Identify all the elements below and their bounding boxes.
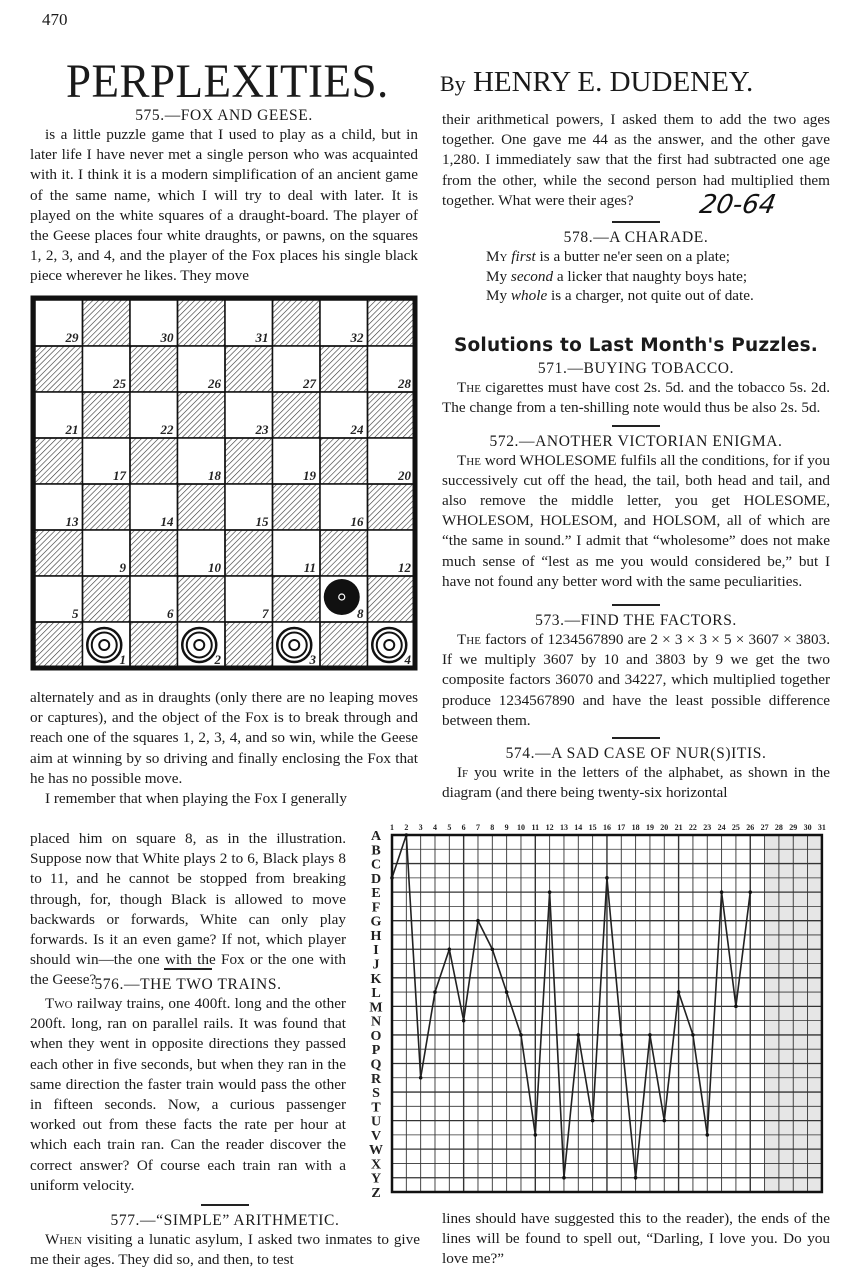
dark-square — [273, 392, 321, 438]
dark-square — [273, 300, 321, 346]
x-tick-label: 24 — [717, 823, 726, 832]
data-point — [677, 990, 681, 994]
y-tick-label: S — [372, 1086, 380, 1102]
square-number: 13 — [65, 514, 79, 529]
square-number: 6 — [167, 606, 174, 621]
x-tick-label: 30 — [803, 823, 812, 832]
y-tick-label: Y — [370, 1171, 382, 1187]
data-point — [462, 1019, 466, 1023]
data-point — [705, 1133, 709, 1137]
y-tick-label: W — [369, 1143, 383, 1159]
x-tick-label: 31 — [817, 823, 826, 832]
square-number: 3 — [309, 652, 316, 667]
square-number: 8 — [357, 606, 364, 621]
chart-y-ticks — [369, 829, 383, 1200]
square-number: 5 — [72, 606, 79, 621]
solution-572-heading: 572.—ANOTHER VICTORIAN ENIGMA. — [489, 432, 783, 450]
x-tick-label: 23 — [703, 823, 712, 832]
charade-line — [486, 267, 830, 287]
puzzle-575-text: is a little puzzle game that I used to play as a child, but in later life I have never met a single person who was acquainted with it. I think it is a modern simplification of an ancient game of the same name, which I will try to deal with later. It is played on the white squares of a draught-board. The player of the Geese places four white draughts, or pawns, on the squares 1, 2, 3, and 4, and the player of the Fox places his single black piece wherever he likes. They move — [30, 126, 418, 285]
dark-square — [320, 438, 368, 484]
x-tick-label: 8 — [490, 823, 495, 832]
puzzle-576-heading: 576.—THE TWO TRAINS. — [94, 976, 282, 993]
y-tick-label: I — [373, 943, 379, 959]
x-tick-label: 10 — [516, 823, 525, 832]
dark-square — [273, 484, 321, 530]
x-tick-label: 27 — [760, 823, 769, 832]
puzzle-575-continued-text: alternately and as in draughts (only there are no leaping moves or captures), and the object of the Fox is to break through and reach one of the squares 1, 2, 3, 4, and so win, while the Geese aim at winning by so driving and finally enclosing the Fox that he has no possible move. — [30, 689, 418, 787]
charade-line — [486, 286, 830, 306]
section-divider — [612, 425, 660, 427]
y-tick-label: E — [371, 886, 381, 902]
dark-square — [35, 530, 83, 576]
square-number: 12 — [398, 560, 411, 575]
x-tick-label: 19 — [645, 823, 654, 832]
solution-574-continued — [442, 1209, 830, 1270]
dark-square — [130, 438, 178, 484]
x-tick-label: 17 — [617, 823, 626, 832]
x-tick-label: 11 — [531, 823, 540, 832]
charade-line-end: is a charger, not quite out of date. — [547, 287, 754, 305]
x-tick-label: 1 — [390, 823, 394, 832]
charade-line-start: My — [486, 287, 511, 305]
data-point — [519, 1033, 523, 1037]
square-number: 22 — [160, 422, 174, 437]
charade-line — [486, 247, 830, 267]
dropcap-word: The — [457, 631, 481, 649]
solutions-title: Solutions to Last Month's Puzzles. — [453, 335, 819, 356]
puzzle-577 — [30, 1198, 420, 1270]
fox-and-geese-board — [30, 295, 420, 675]
x-tick-label: 12 — [545, 823, 554, 832]
data-point — [491, 947, 495, 951]
dark-square — [273, 576, 321, 622]
x-tick-label: 22 — [688, 823, 697, 832]
puzzle-578-heading: 578.—A CHARADE. — [563, 229, 709, 247]
dark-square — [368, 484, 416, 530]
dark-square — [83, 300, 131, 346]
section-divider — [612, 737, 660, 739]
dark-square — [320, 622, 368, 668]
dark-square — [178, 576, 226, 622]
square-number: 19 — [303, 468, 316, 483]
y-tick-label: A — [370, 829, 382, 844]
square-number: 18 — [208, 468, 221, 483]
data-point — [505, 990, 509, 994]
data-point — [548, 890, 552, 894]
square-number: 24 — [350, 422, 364, 437]
dark-square — [368, 392, 416, 438]
y-tick-label: U — [370, 1114, 382, 1130]
solution-574-text: you write in the letters of the alphabet, as shown in the diagram (and there being twenty-six horizontal — [442, 764, 830, 802]
square-number: 10 — [208, 560, 221, 575]
square-number: 16 — [350, 514, 364, 529]
square-number: 17 — [113, 468, 126, 483]
y-tick-label: N — [370, 1014, 382, 1030]
x-tick-label: 13 — [559, 823, 568, 832]
y-tick-label: G — [370, 914, 382, 930]
square-number: 1 — [119, 652, 126, 667]
square-number: 31 — [255, 330, 269, 345]
square-number: 29 — [65, 330, 79, 345]
dark-square — [130, 346, 178, 392]
charade-keyword: first — [511, 248, 536, 266]
fox-piece — [324, 579, 360, 615]
dark-square — [35, 622, 83, 668]
puzzle-575-para2-a: I remember that when playing the Fox I generally — [45, 790, 347, 808]
solution-574-heading: 574.—A SAD CASE OF NUR(S)ITIS. — [505, 745, 767, 763]
y-tick-label: Q — [370, 1057, 382, 1073]
y-tick-label: H — [370, 928, 382, 944]
data-point — [433, 990, 437, 994]
data-point — [476, 919, 480, 923]
x-tick-label: 20 — [660, 823, 669, 832]
dark-square — [320, 530, 368, 576]
dropcap-word: When — [45, 1231, 82, 1248]
dark-square — [83, 484, 131, 530]
y-tick-label: B — [371, 843, 381, 859]
square-number: 32 — [350, 330, 364, 345]
x-tick-label: 26 — [746, 823, 755, 832]
y-tick-label: O — [370, 1028, 382, 1044]
data-point — [634, 1176, 638, 1180]
y-tick-label: J — [372, 957, 380, 973]
y-tick-label: P — [371, 1043, 381, 1059]
puzzle-575-intro — [30, 106, 418, 287]
solution-571-heading: 571.—BUYING TOBACCO. — [537, 360, 735, 378]
square-number: 21 — [65, 422, 79, 437]
dropcap-word: If — [457, 764, 469, 782]
section-divider — [201, 1204, 249, 1206]
x-tick-label: 15 — [588, 823, 597, 832]
nursitis-diagram — [360, 815, 830, 1200]
y-tick-label: C — [370, 857, 382, 873]
data-point — [720, 890, 724, 894]
handwritten-answer: 20-64 — [697, 190, 779, 220]
solutions-section — [442, 336, 830, 803]
puzzle-576 — [30, 962, 346, 1196]
x-tick-label: 4 — [432, 823, 437, 832]
x-tick-label: 29 — [789, 823, 798, 832]
square-number: 23 — [255, 422, 269, 437]
dark-square — [83, 576, 131, 622]
dark-square — [130, 622, 178, 668]
solution-571-text: cigarettes must have cost 2s. 5d. and the tobacco 5s. 2d. The change from a ten-shilling note would thus be also 2s. 5d. — [442, 379, 830, 417]
x-tick-label: 21 — [674, 823, 683, 832]
chart-x-ticks — [390, 823, 826, 832]
square-number: 26 — [208, 376, 221, 391]
x-tick-label: 7 — [475, 823, 480, 832]
y-tick-label: L — [371, 986, 381, 1002]
section-divider — [612, 221, 660, 223]
data-point — [576, 1033, 580, 1037]
charade-keyword: second — [510, 267, 554, 285]
data-point — [448, 947, 452, 951]
x-tick-label: 2 — [404, 823, 409, 832]
dropcap-word: Two — [45, 995, 73, 1012]
square-number: 15 — [255, 514, 269, 529]
y-tick-label: D — [370, 871, 382, 887]
puzzle-576-text: railway trains, one 400ft. long and the other 200ft. long, ran on parallel rails. It was found that when they went in opposite directions they passed each other in five seconds, but when they ran in the same direction the faster train would pass the other in fifteen seconds. Now, a curious passenger worked out from these facts the rate per hour at which each train ran. Can the reader discover the correct answer? Of course each train ran with a uniform velocity. — [30, 995, 346, 1194]
data-point — [734, 1005, 738, 1009]
dark-square — [178, 300, 226, 346]
dark-square — [368, 300, 416, 346]
y-tick-label: X — [370, 1157, 382, 1173]
data-point — [648, 1033, 652, 1037]
data-point — [605, 876, 609, 880]
goose-piece — [372, 628, 406, 662]
dark-square — [83, 392, 131, 438]
square-number: 7 — [262, 606, 269, 621]
x-tick-label: 14 — [574, 823, 583, 832]
y-tick-label: K — [370, 971, 382, 987]
x-tick-label: 5 — [447, 823, 452, 832]
section-divider — [612, 604, 660, 606]
page-title: PERPLEXITIES. — [66, 54, 389, 108]
charade-line-start: My — [486, 267, 511, 285]
x-tick-label: 6 — [461, 823, 466, 832]
charade-line-end: a licker that naughty boys hate; — [553, 267, 748, 285]
x-tick-label: 18 — [631, 823, 640, 832]
square-number: 4 — [404, 652, 411, 667]
dark-square — [35, 438, 83, 484]
page-number: 470 — [42, 10, 68, 29]
goose-piece — [277, 628, 311, 662]
square-number: 14 — [160, 514, 174, 529]
solution-574-continued-text: lines should have suggested this to the reader), the ends of the lines will be found to spell out, “Darling, I love you. Do you love me?” — [442, 1210, 830, 1268]
data-point — [691, 1033, 695, 1037]
goose-piece — [87, 628, 121, 662]
data-point — [534, 1133, 538, 1137]
data-point — [562, 1176, 566, 1180]
dark-square — [178, 392, 226, 438]
square-number: 20 — [398, 468, 411, 483]
puzzle-575-continued — [30, 688, 418, 809]
square-number: 30 — [160, 330, 174, 345]
dark-square — [130, 530, 178, 576]
square-number: 28 — [398, 376, 411, 391]
dark-square — [225, 530, 273, 576]
square-number: 25 — [113, 376, 126, 391]
charade-keyword: whole — [510, 287, 548, 305]
x-tick-label: 9 — [504, 823, 509, 832]
x-tick-label: 16 — [602, 823, 611, 832]
puzzle-575-question-text: placed him on square 8, as in the illustration. Suppose now that White plays 2 to 6, Black plays 8 to 11, and he cannot be stopped from breaking through, for, though Black is allowed to move backwards or forwards, White can only play forwards. Is it an even game? If not, which player should win—the one with the Fox or the one with the Geese? — [30, 830, 346, 989]
charade-verse — [442, 247, 830, 306]
square-number: 27 — [303, 376, 316, 391]
dark-square — [178, 484, 226, 530]
dark-square — [320, 346, 368, 392]
y-tick-label: F — [371, 900, 381, 916]
y-tick-label: V — [370, 1128, 382, 1144]
solution-573-heading: 573.—FIND THE FACTORS. — [535, 612, 737, 630]
x-tick-label: 28 — [774, 823, 783, 832]
data-point — [748, 890, 752, 894]
puzzle-577-text: visiting a lunatic asylum, I asked two inmates to give me their ages. They did so, and then, to test — [30, 1231, 420, 1269]
byline-by: By — [440, 71, 466, 96]
data-point — [619, 1033, 623, 1037]
square-number: 11 — [303, 560, 316, 575]
dark-square — [225, 622, 273, 668]
data-point — [662, 1119, 666, 1123]
puzzle-577-continued-text: their arithmetical powers, I asked them to add the two ages together. One gave me 44 as the answer, and the other gave 1,280. I immediately saw that the first had subtracted one age from the other, while the second person had multiplied them together. What were their ages? — [442, 111, 830, 209]
x-tick-label: 25 — [731, 823, 740, 832]
goose-piece — [182, 628, 216, 662]
puzzle-575-heading: 575.—FOX AND GEESE. — [135, 107, 313, 124]
y-tick-label: M — [369, 1000, 383, 1016]
square-number: 9 — [119, 560, 126, 575]
y-tick-label: Z — [371, 1186, 381, 1200]
dark-square — [225, 346, 273, 392]
section-divider — [164, 968, 212, 970]
solution-573-text: factors of 1234567890 are 2 × 3 × 3 × 5 × 3607 × 3803. If we multiply 3607 by 10 and 3803 by 9 we get the two composite factors 36070 and 34227, which multiplied together produce 1234567890 and have the least possible difference between them. — [442, 631, 830, 729]
dropcap-word: The — [457, 451, 481, 469]
solution-572-text: word WHOLESOME fulfils all the conditions, for if you successively cut off the head, the tail, both head and tail, and also remove the middle letter, you get HOLESOME, WHOLESOM, HOLESOM, and HOLSOM, all of which are “the same in sound.” I admit that “wholesome” does not make much sense of “lest as me you would considered be,” but I have not found any better word with the same peculiarities. — [442, 451, 830, 590]
dropcap-word: The — [457, 379, 481, 397]
byline — [440, 66, 753, 99]
puzzle-577-heading: 577.—“SIMPLE” ARITHMETIC. — [110, 1212, 340, 1229]
data-point — [419, 1076, 423, 1080]
square-number: 2 — [214, 652, 221, 667]
dark-square — [225, 438, 273, 484]
charade-line-start: My — [486, 248, 512, 266]
charade-line-end: is a butter ne'er seen on a plate; — [535, 248, 730, 266]
x-tick-label: 3 — [418, 823, 423, 832]
dark-square — [368, 576, 416, 622]
byline-author: HENRY E. DUDENEY. — [472, 66, 754, 98]
data-point — [591, 1119, 595, 1123]
y-tick-label: R — [370, 1071, 382, 1087]
dark-square — [35, 346, 83, 392]
y-tick-label: T — [371, 1100, 381, 1116]
